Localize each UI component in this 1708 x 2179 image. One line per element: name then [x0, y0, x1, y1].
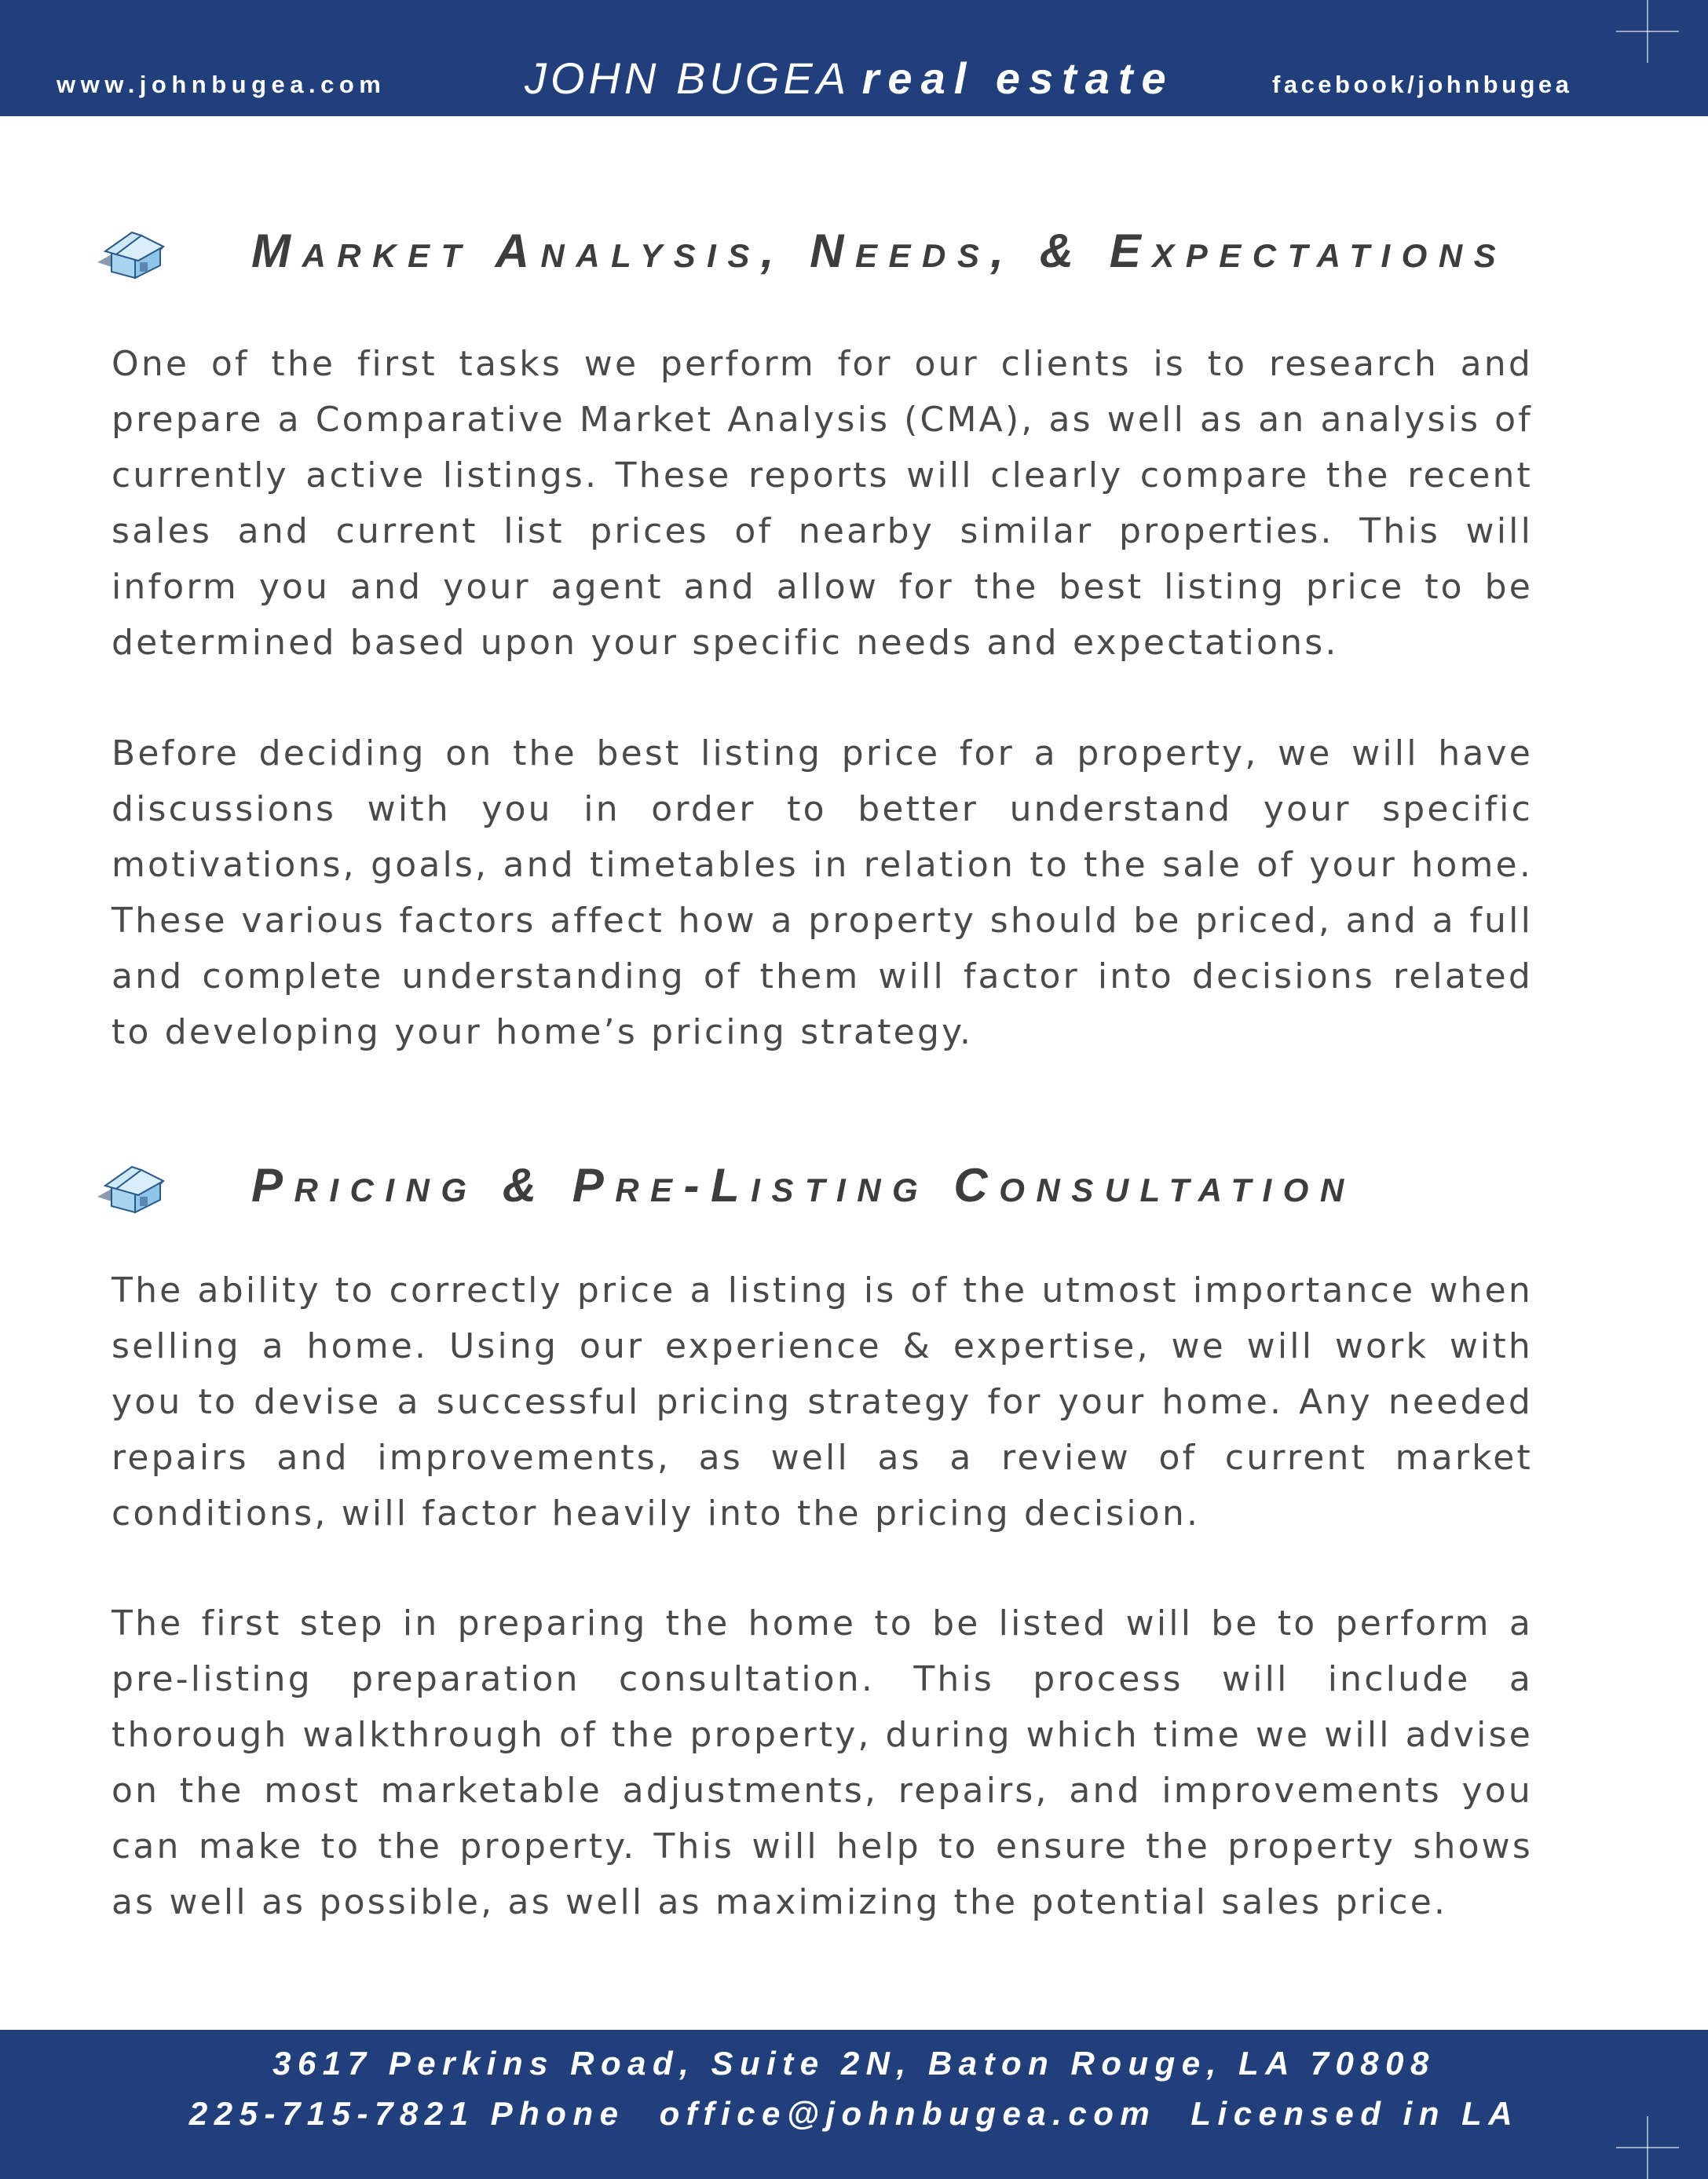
footer-address: 3617 Perkins Road, Suite 2N, Baton Rouge, LA 70808 — [272, 2045, 1436, 2082]
paragraph: Before deciding on the best listing price for a property, we will have discussions with you in order to better understand your specific motivations, goals, and timetables in relation to the sale of your home. These various factors affect how a property should be priced, and a full and complete understanding of them will factor into decisions related to developing your home’s pricing strategy. — [112, 733, 1533, 1052]
footer-bar — [0, 2030, 1708, 2179]
website-link[interactable]: www.johnbugea.com — [57, 71, 386, 98]
paragraph: The first step in preparing the home to be listed will be to perform a pre-listing preparation consultation. This process will include a thorough walkthrough of the property, during which time we will advise on the most marketable adjustments, repairs, and improvements you can make to the property. This will help to ensure the property shows as well as possible, as well as maximizing the potential sales price. — [112, 1603, 1533, 1922]
footer-email[interactable]: office@johnbugea.com — [659, 2095, 1157, 2132]
crop-mark-icon — [1616, 0, 1679, 63]
brand-logo — [525, 53, 1175, 103]
footer-license: Licensed in LA — [1190, 2095, 1520, 2132]
crop-mark-icon — [1616, 2116, 1679, 2179]
brand-tagline: real estate — [861, 53, 1175, 103]
house-icon — [94, 226, 165, 281]
header-bar — [0, 0, 1708, 116]
section-heading-market-analysis — [94, 212, 1586, 306]
section-heading-pricing — [94, 1146, 1586, 1241]
house-icon — [94, 1161, 165, 1216]
footer-contact — [0, 2097, 1708, 2130]
brand-name: JOHN BUGEA — [525, 53, 850, 103]
paragraph: The ability to correctly price a listing is of the utmost importance when selling a home. Using our experience & expertise, we will work with you to devise a successful pricing strategy for your home. Any needed repairs and improvements, as well as a review of current market conditions, will factor heavily into the pricing decision. — [112, 1270, 1533, 1534]
paragraph: One of the first tasks we perform for our clients is to research and prepare a Comparative Market Analysis (CMA), as well as an analysis of currently active listings. These reports will clearly compare the recent sales and current list prices of nearby similar properties. This will inform you and your agent and allow for the best listing price to be determined based upon your specific needs and expectations. — [112, 344, 1533, 663]
facebook-link[interactable]: facebook/johnbugea — [1272, 71, 1573, 98]
footer-phone[interactable]: 225-715-7821 Phone — [188, 2095, 625, 2132]
section-title: Pricing & Pre-Listing Consultation — [251, 1159, 1355, 1212]
section-title: Market Analysis, Needs, & Expectations — [251, 225, 1508, 277]
